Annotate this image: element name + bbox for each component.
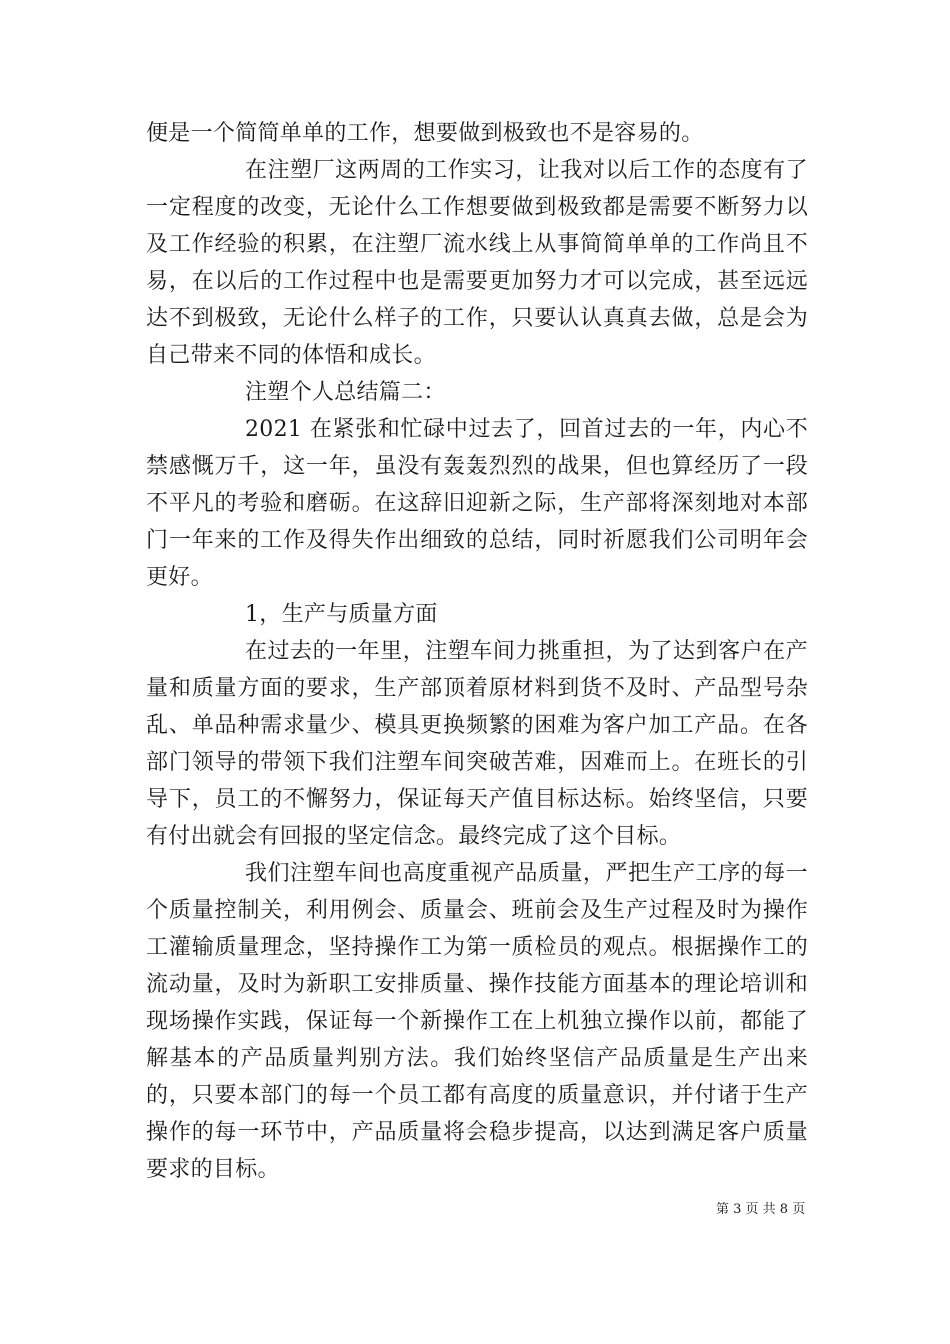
document-body bbox=[146, 115, 808, 1188]
paragraph: 便是一个简简单单的工作，想要做到极致也不是容易的。 bbox=[146, 121, 704, 146]
paragraph: 在过去的一年里，注塑车间力挑重担，为了达到客户在产量和质量方面的要求，生产部顶着原材料到货不及时、产品型号杂乱、单品种需求量少、模具更换频繁的困难为客户加工产品。在各部门领导的带领下我们注塑车间突破苦难，因难而上。在班长的引导下，员工的不懈努力，保证每天产值目标达标。始终坚信，只要有付出就会有回报的坚定信念。最终完成了这个目标。 bbox=[146, 639, 808, 849]
paragraph: 我们注塑车间也高度重视产品质量，严把生产工序的每一个质量控制关，利用例会、质量会、班前会及生产过程及时为操作工灌输质量理念，坚持操作工为第一质检员的观点。根据操作工的流动量，及时为新职工安排质量、操作技能方面基本的理论培训和现场操作实践，保证每一个新操作工在上机独立操作以前，都能了解基本的产品质量判别方法。我们始终坚信产品质量是生产出来的，只要本部门的每一个员工都有高度的质量意识，并付诸于生产操作的每一环节中，产品质量将会稳步提高，以达到满足客户质量要求的目标。 bbox=[146, 861, 808, 1182]
paragraph: 在注塑厂这两周的工作实习，让我对以后工作的态度有了一定程度的改变，无论什么工作想要做到极致都是需要不断努力以及工作经验的积累，在注塑厂流水线上从事简简单单的工作尚且不易，在以后的工作过程中也是需要更加努力才可以完成，甚至远远达不到极致，无论什么样子的工作，只要认认真真去做，总是会为自己带来不同的体悟和成长。 bbox=[146, 158, 808, 368]
page-number: 第 3 页 共 8 页 bbox=[716, 1202, 806, 1217]
section-heading: 注塑个人总结篇二： bbox=[245, 380, 446, 405]
subsection-heading: 1，生产与质量方面 bbox=[245, 602, 438, 627]
paragraph: 2021 在紧张和忙碌中过去了，回首过去的一年，内心不禁感慨万千，这一年，虽没有轰轰烈烈的战果，但也算经历了一段不平凡的考验和磨砺。在这辞旧迎新之际，生产部将深刻地对本部门一年来的工作及得失作出细致的总结，同时祈愿我们公司明年会更好。 bbox=[146, 417, 808, 590]
